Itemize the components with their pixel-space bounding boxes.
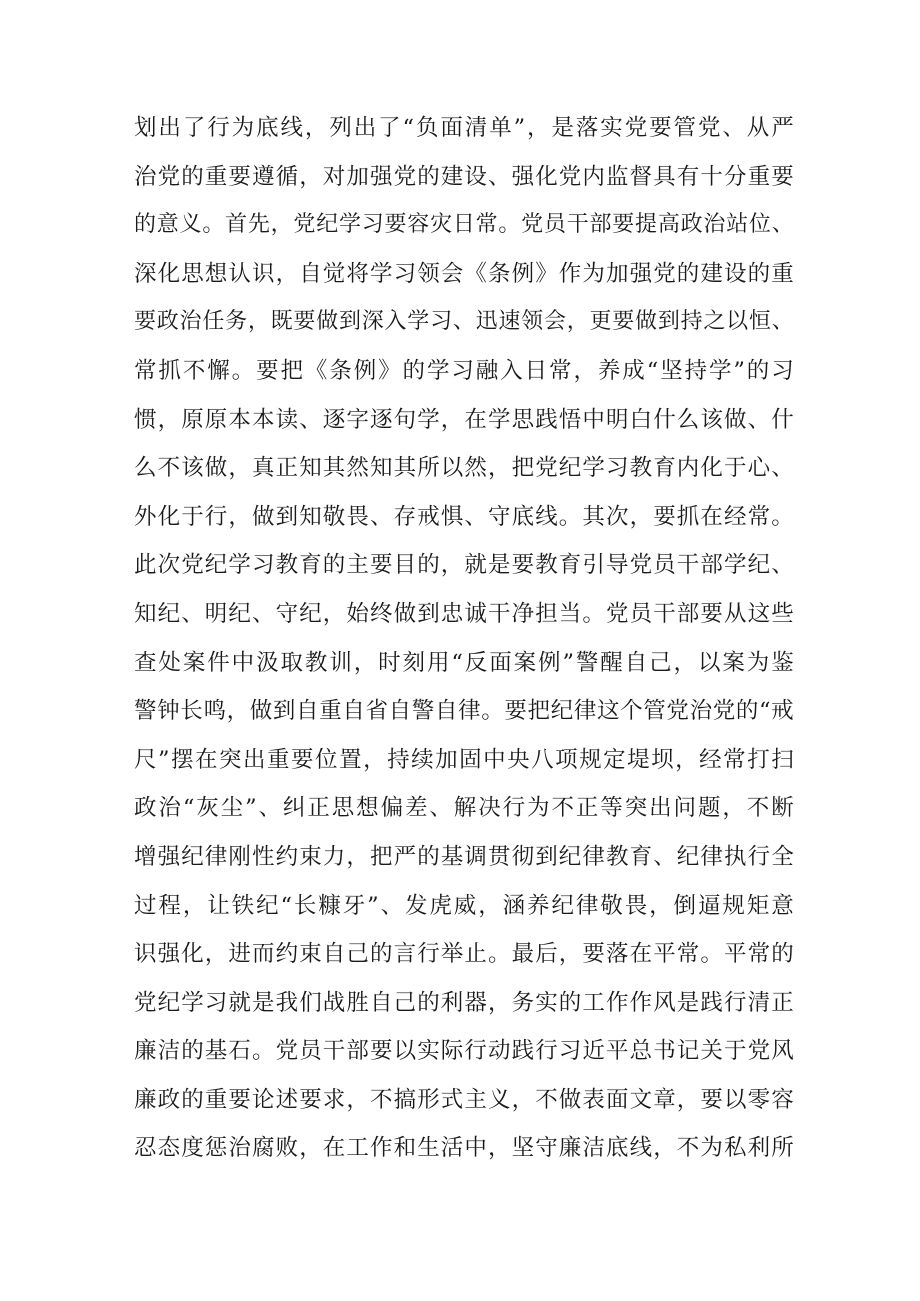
text-line: 么不该做，真正知其然知其所以然，把党纪学习教育内化于心、: [134, 455, 794, 482]
text-line: 廉洁的基石。党员干部要以实际行动践行习近平总书记关于党风: [134, 1038, 794, 1065]
text-line: 党纪学习就是我们战胜自己的利器，务实的工作作风是践行清正: [134, 989, 794, 1016]
text-line: 的意义。首先，党纪学习要容灾日常。党员干部要提高政治站位、: [134, 212, 794, 238]
text-line: 廉政的重要论述要求，不搞形式主义，不做表面文章，要以零容: [134, 1086, 794, 1113]
body-paragraph: [134, 104, 794, 1173]
text-line: 常抓不懈。要把《条例》的学习融入日常，养成“坚持学”的习: [134, 357, 794, 384]
text-line: 尺”摆在突出重要位置，持续加固中央八项规定堤坝，经常打扫: [134, 746, 794, 773]
text-line: 外化于行，做到知敬畏、存戒惧、守底线。其次，要抓在经常。: [134, 503, 794, 530]
text-line: 要政治任务，既要做到深入学习、迅速领会，更要做到持之以恒、: [134, 309, 794, 335]
text-line: 忍态度惩治腐败，在工作和生活中，坚守廉洁底线，不为私利所: [134, 1135, 794, 1162]
text-line: 此次党纪学习教育的主要目的，就是要教育引导党员干部学纪、: [134, 552, 794, 579]
text-line: 警钟长鸣，做到自重自省自警自律。要把纪律这个管党治党的“戒: [134, 698, 794, 725]
text-line: 划出了行为底线，列出了“负面清单”，是落实党要管党、从严: [134, 115, 794, 141]
text-line: 政治“灰尘”、纠正思想偏差、解决行为不正等突出问题，不断: [134, 795, 794, 822]
text-line: 惯，原原本本读、逐字逐句学，在学思践悟中明白什么该做、什: [134, 406, 794, 433]
text-line: 知纪、明纪、守纪，始终做到忠诚干净担当。党员干部要从这些: [134, 600, 794, 627]
text-line: 治党的重要遵循，对加强党的建设、强化党内监督具有十分重要: [134, 163, 794, 190]
text-line: 增强纪律刚性约束力，把严的基调贯彻到纪律教育、纪律执行全: [134, 843, 794, 870]
text-line: 过程，让铁纪“长糠牙”、发虎威，涵养纪律敬畏，倒逼规矩意: [134, 892, 794, 919]
text-line: 深化思想认识，自觉将学习领会《条例》作为加强党的建设的重: [134, 260, 794, 287]
text-line: 识强化，进而约束自己的言行举止。最后，要落在平常。平常的: [134, 941, 794, 968]
text-line: 查处案件中汲取教训，时刻用“反面案例”警醒自己，以案为鉴: [134, 649, 794, 676]
